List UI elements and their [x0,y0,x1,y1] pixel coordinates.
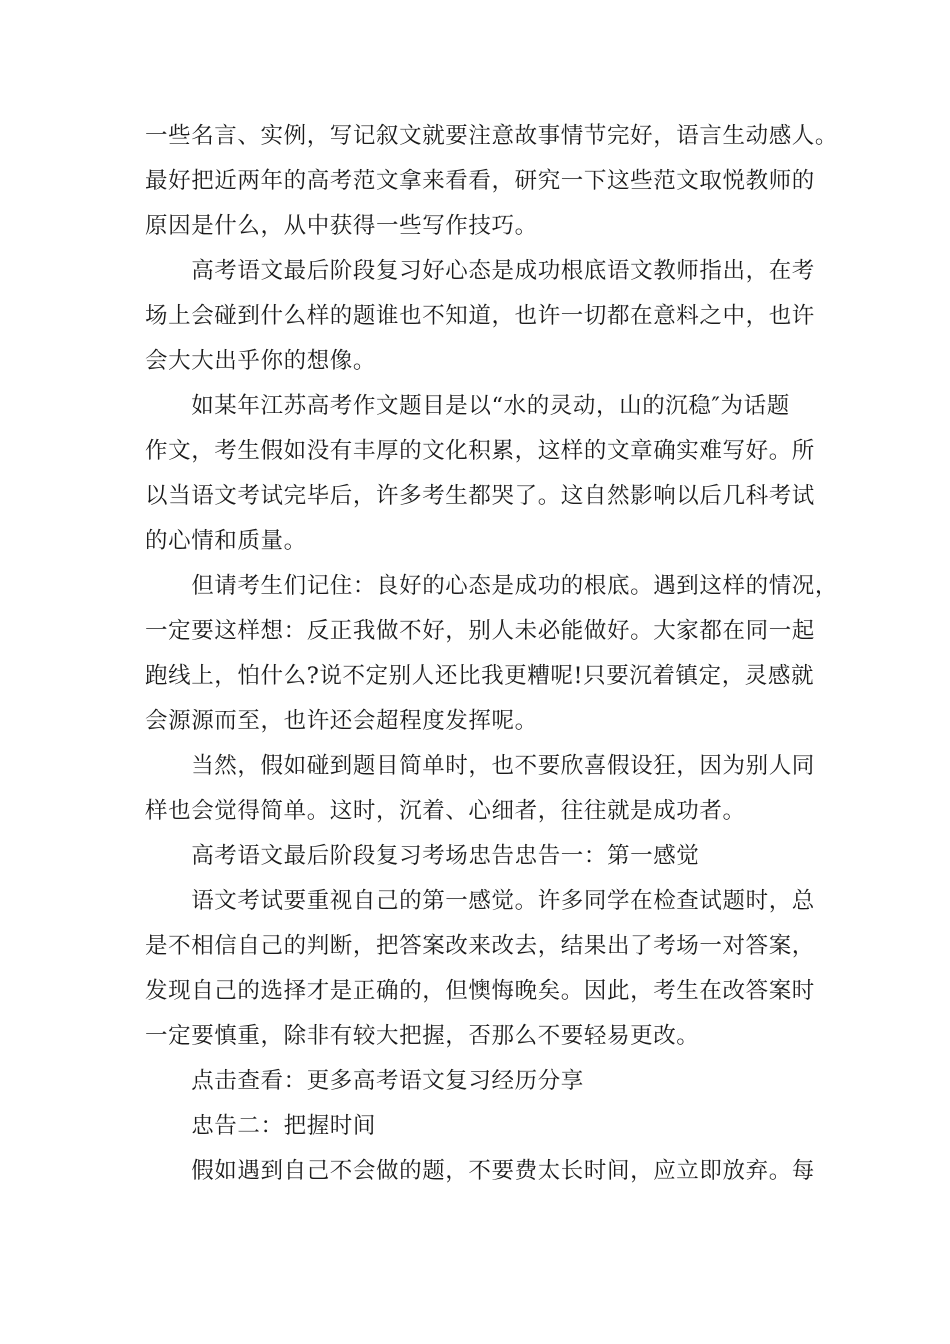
text-line: 如某年江苏高考作文题目是以“水的灵动，山的沉稳″为话题 [145,393,790,419]
text-line: 假如遇到自己不会做的题，不要费太长时间，应立即放弃。每 [145,1158,815,1184]
text-line: 但请考生们记住：良好的心态是成功的根底。遇到这样的情况， [145,573,839,599]
text-line: 是不相信自己的判断，把答案改来改去，结果出了考场一对答案， [145,933,815,959]
text-line: 发现自己的选择才是正确的，但懊悔晚矣。因此，考生在改答案时 [145,978,815,1004]
text-line: 会源源而至，也许还会超程度发挥呢。 [145,708,538,734]
text-line: 样也会觉得简单。这时，沉着、心细者，往往就是成功者。 [145,798,746,824]
text-line: 以当语文考试完毕后，许多考生都哭了。这自然影响以后几科考试 [145,483,815,509]
document-body [145,114,839,1194]
text-line: 语文考试要重视自己的第一感觉。许多同学在检查试题时，总 [145,888,815,914]
text-line: 一些名言、实例，写记叙文就要注意故事情节完好，语言生动感人。 [145,123,839,149]
text-line: 跑线上，怕什么?说不定别人还比我更糟呢!只要沉着镇定，灵感就 [145,663,815,689]
text-line: 当然，假如碰到题目简单时，也不要欣喜假设狂，因为别人同 [145,753,815,779]
text-line: 最好把近两年的高考范文拿来看看，研究一下这些范文取悦教师的 [145,168,815,194]
text-line: 点击查看：更多高考语文复习经历分享 [145,1068,584,1094]
text-line: 一定要这样想：反正我做不好，别人未必能做好。大家都在同一起 [145,618,815,644]
text-line: 高考语文最后阶段复习考场忠告忠告一：第一感觉 [145,843,700,869]
text-line: 的心情和质量。 [145,528,307,554]
text-line: 忠告二：把握时间 [145,1113,377,1139]
text-line: 场上会碰到什么样的题谁也不知道，也许一切都在意料之中，也许 [145,303,815,329]
text-line: 原因是什么，从中获得一些写作技巧。 [145,213,538,239]
text-line: 高考语文最后阶段复习好心态是成功根底语文教师指出，在考 [145,258,815,284]
text-line: 一定要慎重，除非有较大把握，否那么不要轻易更改。 [145,1023,700,1049]
text-line: 会大大出乎你的想像。 [145,348,377,374]
text-line: 作文，考生假如没有丰厚的文化积累，这样的文章确实难写好。所 [145,438,815,464]
